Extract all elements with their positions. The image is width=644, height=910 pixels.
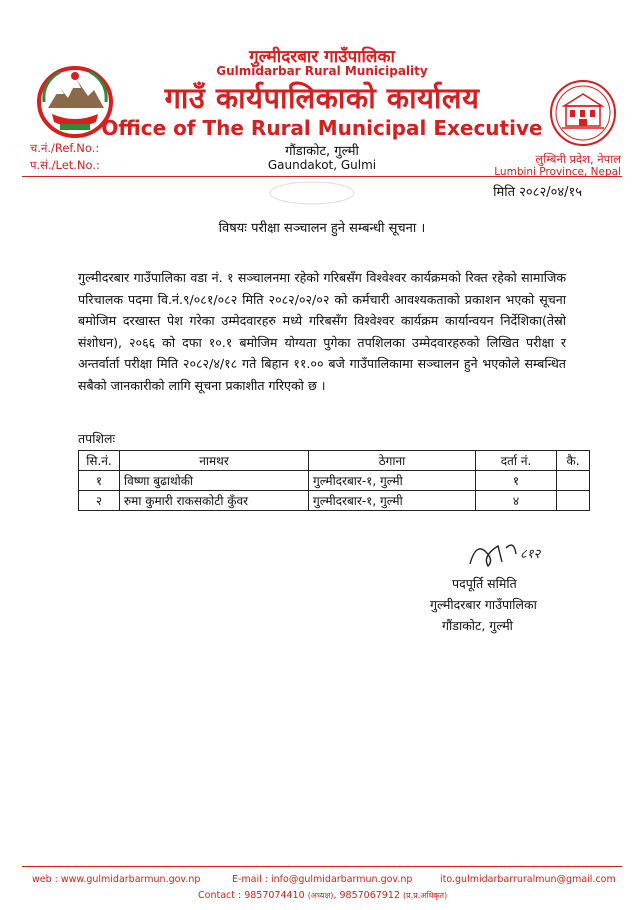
cell-sn: १ [79, 471, 120, 491]
table-row [79, 471, 590, 491]
contact-phone-2-tag: (प्र.प्र.अधिकृत) [402, 891, 448, 900]
col-remarks-header: कै. [557, 451, 590, 471]
cell-name: रुमा कुमारी राकसकोटी कुँवर [120, 491, 309, 511]
cell-remarks [557, 471, 590, 491]
cell-regno: १ [476, 471, 557, 491]
province-np: लुम्बिनी प्रदेश, नेपाल [535, 152, 621, 166]
letter-date: मिति २०८२/०४/१५ [493, 185, 582, 200]
office-title-en: Office of The Rural Municipal Executive [101, 116, 543, 140]
footer-contact: Contact : 9857074410 (अध्यक्ष), 9857067912 (प्र.प्र.अधिकृत) [198, 890, 448, 901]
address-en: Gaundakot, Gulmi [267, 158, 377, 172]
contact-phone-1[interactable]: 9857074410 [244, 890, 305, 901]
contact-phone-1-tag: (अध्यक्ष) [307, 891, 334, 900]
province-en: Lumbini Province, Nepal [494, 166, 621, 178]
table-title: तपशिलः [78, 431, 115, 446]
contact-label: Contact : [198, 890, 245, 901]
col-name-header: नामथर [120, 451, 309, 471]
col-sn-header: सि.नं. [79, 451, 120, 471]
footer-divider [22, 866, 622, 867]
address-np: गौंडाकोट, गुल्मी [285, 144, 359, 159]
cell-name: विष्णा बुढाथोकी [120, 471, 309, 491]
municipality-name-np: गुल्मीदरबार गाउँपालिका [249, 47, 395, 67]
signature-line-3: गौंडाकोट, गुल्मी [442, 618, 513, 633]
ref-no-label: च.नं./Ref.No.: [30, 141, 100, 155]
signature-line-1: पदपूर्ति समिति [452, 576, 517, 591]
header-divider [22, 176, 622, 177]
municipality-name-en: Gulmidarbar Rural Municipality [216, 64, 428, 78]
notice-body: गुल्मीदरबार गाउँपालिका वडा नं. १ सञ्चालनमा रहेको गरिबसँग विश्वेश्वर कार्यक्रमको रिक्त रहेको सामाजिक परिचालक पदमा वि.नं.९/०८१/०८२ मिति २०८२/०२/०२ को कर्मचारी आवश्यकताको प्रकाशन भएको सूचना बमोजिम दरखास्त पेश गरेका उम्मेदवारहरु मध्ये गरिबसँग विश्वेश्वर कार्यक्रम कार्यान्वयन निर्देशिका(तेस्रो संशोधन), २०६६ को दफा १०.१ बमोजिम योग्यता पुगेका तपशिलका उम्मेदवारहरुको लिखित परीक्षा र अन्तर्वार्ता परीक्षा मिति २०८२/४/१८ गते बिहान ११.०० बजे गाउँपालिकामा सञ्चालन हुने भएकोले सम्बन्धित सबैको जानकारीको लागि सूचना प्रकाशीत गरिएको छ । [78, 270, 566, 393]
table-header-row [79, 451, 590, 471]
office-stamp [268, 180, 356, 206]
cell-regno: ४ [476, 491, 557, 511]
office-title-np: गाउँ कार्यपालिकाको कार्यालय [164, 81, 480, 115]
notice-subject: विषयः परीक्षा सञ्चालन हुने सम्बन्धी सूचना । [218, 221, 426, 236]
signature-line-2: गुल्मीदरबार गाउँपालिका [430, 597, 537, 612]
letter-no-label: प.सं./Let.No.: [30, 158, 100, 172]
signature-block [430, 573, 537, 636]
footer-email[interactable]: E-mail : info@gulmidarbarmun.gov.np [232, 874, 413, 885]
col-address-header: ठेगाना [309, 451, 476, 471]
footer-web[interactable]: web : www.gulmidarbarmun.gov.np [32, 874, 201, 885]
signature-text: ८१२ [520, 547, 541, 562]
candidate-table [78, 450, 590, 511]
table-row [79, 491, 590, 511]
cell-address: गुल्मीदरबार-१, गुल्मी [309, 471, 476, 491]
col-regno-header: दर्ता नं. [476, 451, 557, 471]
cell-remarks [557, 491, 590, 511]
footer-email-alt[interactable]: ito.gulmidarbarruralmun@gmail.com [440, 874, 616, 885]
contact-phone-2[interactable]: 9857067912 [339, 890, 400, 901]
cell-address: गुल्मीदरबार-१, गुल्मी [309, 491, 476, 511]
cell-sn: २ [79, 491, 120, 511]
signature-scribble [466, 536, 556, 570]
